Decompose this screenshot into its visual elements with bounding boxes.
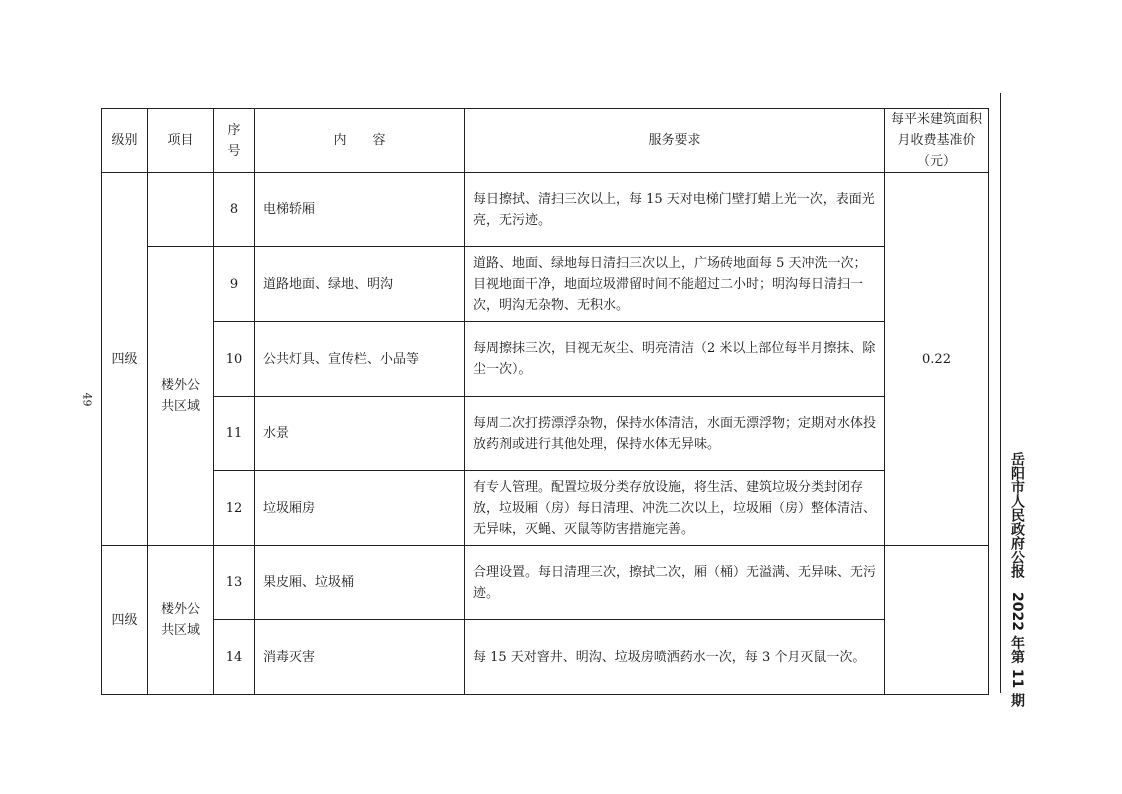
page-number: 49 — [80, 392, 94, 407]
header-seq: 序号 — [214, 109, 255, 173]
item-cell: 楼外公共区域 — [148, 247, 214, 546]
requirement-cell: 每日擦拭、清扫三次以上，每 15 天对电梯门壁打蜡上光一次，表面光亮，无污迹。 — [465, 173, 885, 247]
header-price: 每平米建筑面积月收费基准价（元） — [885, 109, 989, 173]
requirement-cell: 有专人管理。配置垃圾分类存放设施，将生活、建筑垃圾分类封闭存放，垃圾厢（房）每日清理、冲洗二次以上，垃圾厢（房）整体清洁、无异味，灭蝇、灭鼠等防害措施完善。 — [465, 471, 885, 546]
requirement-cell: 每周擦抹三次，目视无灰尘、明亮清洁（2 米以上部位每半月擦抹、除尘一次）。 — [465, 322, 885, 397]
price-cell-empty — [885, 546, 989, 695]
requirement-cell: 道路、地面、绿地每日清扫三次以上，广场砖地面每 5 天冲洗一次；目视地面干净，地面垃圾滞留时间不能超过二小时；明沟每日清扫一次，明沟无杂物、无积水。 — [465, 247, 885, 322]
seq-cell: 11 — [214, 397, 255, 471]
table-row — [102, 471, 989, 546]
content-cell: 消毒灭害 — [255, 620, 465, 695]
level-cell: 四级 — [102, 546, 148, 695]
seq-cell: 14 — [214, 620, 255, 695]
requirement-cell: 每周二次打捞漂浮杂物，保持水体清洁，水面无漂浮物；定期对水体投放药剂或进行其他处理，保持水体无异味。 — [465, 397, 885, 471]
header-item: 项目 — [148, 109, 214, 173]
header-content: 内 容 — [255, 109, 465, 173]
header-requirement: 服务要求 — [465, 109, 885, 173]
content-cell: 垃圾厢房 — [255, 471, 465, 546]
table-row — [102, 173, 989, 247]
spine-divider-line — [1000, 93, 1001, 693]
content-cell: 道路地面、绿地、明沟 — [255, 247, 465, 322]
content-cell: 果皮厢、垃圾桶 — [255, 546, 465, 620]
item-cell: 楼外公共区域 — [148, 546, 214, 695]
table-header-row — [102, 109, 989, 173]
table-row — [102, 322, 989, 397]
table-row — [102, 397, 989, 471]
table-row — [102, 546, 989, 620]
item-cell-empty — [148, 173, 214, 247]
table-row — [102, 247, 989, 322]
content-cell: 电梯轿厢 — [255, 173, 465, 247]
gazette-side-title: 岳阳市人民政府公报 2022 年第 11 期 — [1009, 452, 1025, 708]
service-standard-table — [101, 108, 989, 695]
table-row — [102, 620, 989, 695]
seq-cell: 8 — [214, 173, 255, 247]
seq-cell: 9 — [214, 247, 255, 322]
seq-cell: 13 — [214, 546, 255, 620]
header-level: 级别 — [102, 109, 148, 173]
requirement-cell: 合理设置。每日清理三次，擦拭二次，厢（桶）无溢满、无异味、无污迹。 — [465, 546, 885, 620]
content-cell: 公共灯具、宣传栏、小品等 — [255, 322, 465, 397]
requirement-cell: 每 15 天对窨井、明沟、垃圾房喷洒药水一次，每 3 个月灭鼠一次。 — [465, 620, 885, 695]
seq-cell: 10 — [214, 322, 255, 397]
seq-cell: 12 — [214, 471, 255, 546]
price-cell: 0.22 — [885, 173, 989, 546]
content-cell: 水景 — [255, 397, 465, 471]
level-cell: 四级 — [102, 173, 148, 546]
